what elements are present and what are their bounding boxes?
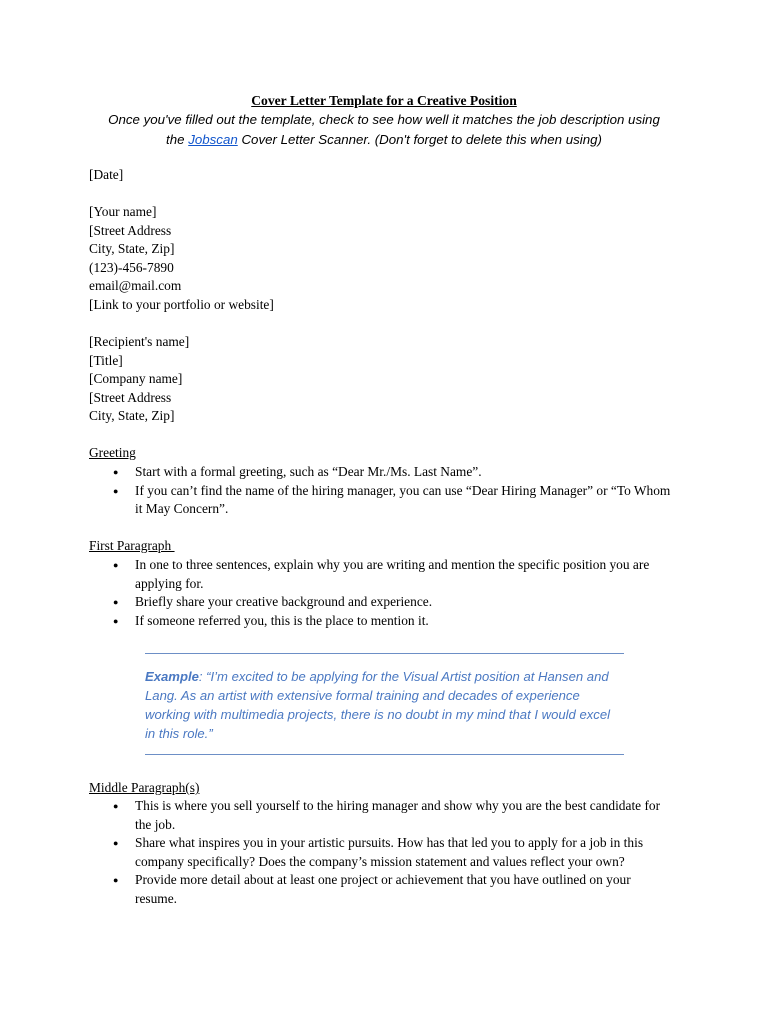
recipient-line: City, State, Zip] [89,408,175,424]
date-line [89,166,123,185]
recipient-line: [Title] [89,352,123,368]
subtitle-line-2 [84,130,684,150]
example-body: : “I’m excited to be applying for the Visual Artist position at Hansen and Lang. As an artist with extensive formal training and decades of experience working with multimedia projects, there is no doubt in my mind that I would excel in this role.” [145,669,611,741]
subtitle-line-1: Once you've filled out the template, check to see how well it matches the job description using [108,112,660,127]
document-title: Cover Letter Template for a Creative Position [251,93,517,108]
first-paragraph-bullet-list [111,556,671,630]
middle-paragraph-bullet-list [111,797,671,909]
sender-line: [Your name] [89,204,157,219]
example-text [145,667,615,743]
date-text: [Date] [89,167,124,182]
sender-address-block [89,203,274,315]
list-item: ● If someone referred you, this is the place to mention it. [111,612,671,631]
document-subtitle [84,110,684,149]
subtitle-line-2-start: the [166,131,189,147]
list-item: ● Share what inspires you in your artistic pursuits. How has that led you to apply for a job in this company specifically? Does the company’s mission statement and values reflect your own? [111,834,671,871]
example-label: Example [145,669,199,684]
jobscan-link[interactable]: Jobscan [188,131,238,147]
list-item: ● In one to three sentences, explain why you are writing and mention the specific position you are applying for. [111,556,671,593]
recipient-line: [Street Address [89,389,172,405]
recipient-address-block [89,333,189,426]
sender-line: [Street Address [89,222,172,238]
sender-line: [Link to your portfolio or website] [89,296,274,312]
greeting-heading: Greeting [89,445,136,460]
list-item: ● Briefly share your creative background and experience. [111,593,671,612]
recipient-line: [Company name] [89,371,183,387]
list-item: ● If you can’t find the name of the hiring manager, you can use “Dear Hiring Manager” or “To Whom it May Concern”. [111,482,671,519]
middle-paragraph-heading: Middle Paragraph(s) [89,780,200,795]
subtitle-line-2-end: Cover Letter Scanner. (Don't forget to delete this when using) [237,131,602,147]
sender-line: email@mail.com [89,278,182,294]
greeting-bullet-list [111,463,671,519]
example-callout [145,653,624,755]
recipient-line: [Recipient's name] [89,334,190,349]
list-item: ● Start with a formal greeting, such as “Dear Mr./Ms. Last Name”. [111,463,671,482]
list-item: ● This is where you sell yourself to the hiring manager and show why you are the best candidate for the job. [111,797,671,834]
first-paragraph-heading: First Paragraph [89,538,175,553]
list-item: ● Provide more detail about at least one project or achievement that you have outlined on your resume. [111,871,671,908]
sender-line: City, State, Zip] [89,241,175,257]
sender-line: (123)-456-7890 [89,259,174,275]
